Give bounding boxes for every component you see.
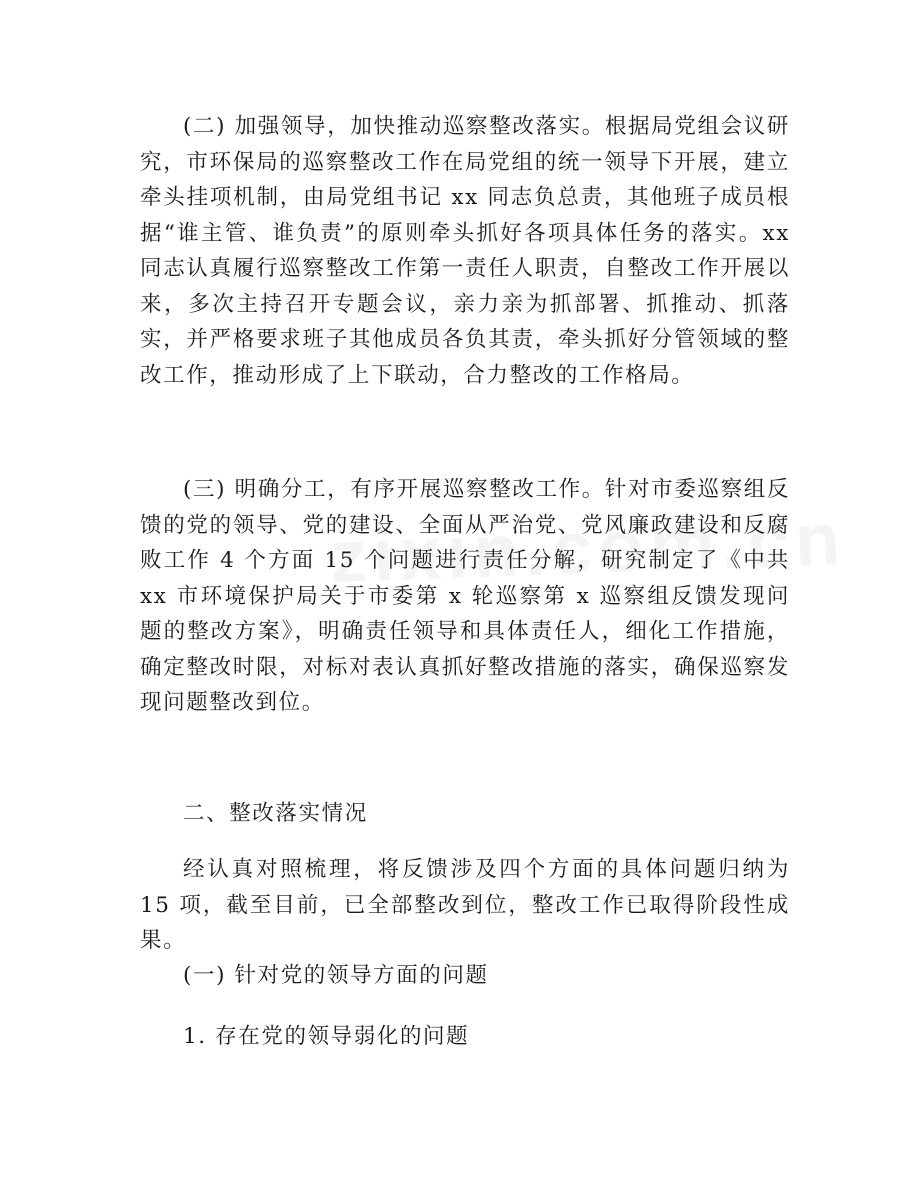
paragraph-clear-division: (三) 明确分工，有序开展巡察整改工作。针对市委巡察组反馈的党的领导、党的建设、全面从严治党、党风廉政建设和反腐败工作 4 个方面 15 个问题进行责任分解，研究制定了《中共 xx 市环境保护局关于市委第 x 轮巡察第 x 巡察组反馈发现问题的整改方案》，明确责任领导和具体责任人，细化工作措施，确定整改时限，对标对表认真抓好整改措施的落实，确保巡察发现问题整改到位。 — [140, 477, 790, 715]
paragraph-summary: 经认真对照梳理，将反馈涉及四个方面的具体问题归纳为 15 项，截至目前，已全部整改到位，整改工作已取得阶段性成果。 — [140, 857, 790, 953]
list-item-leadership-weakened: 1. 存在党的领导弱化的问题 — [183, 1024, 470, 1049]
paragraph-strengthen-leadership: (二) 加强领导，加快推动巡察整改落实。根据局党组会议研究，市环保局的巡察整改工作在局党组的统一领导下开展，建立牵头挂项机制，由局党组书记 xx 同志负总责，其他班子成员根据“谁主管、谁负责”的原则牵头抓好各项具体任务的落实。xx 同志认真履行巡察整改工作第一责任人职责，自整改工作开展以来，多次主持召开专题会议，亲力亲为抓部署、抓推动、抓落实，并严格要求班子其他成员各负其责，牵头抓好分管领域的整改工作，推动形成了上下联动，合力整改的工作格局。 — [140, 114, 790, 388]
subheading-party-leadership: (一) 针对党的领导方面的问题 — [183, 963, 489, 988]
section-heading-rectification-status: 二、整改落实情况 — [183, 801, 368, 826]
